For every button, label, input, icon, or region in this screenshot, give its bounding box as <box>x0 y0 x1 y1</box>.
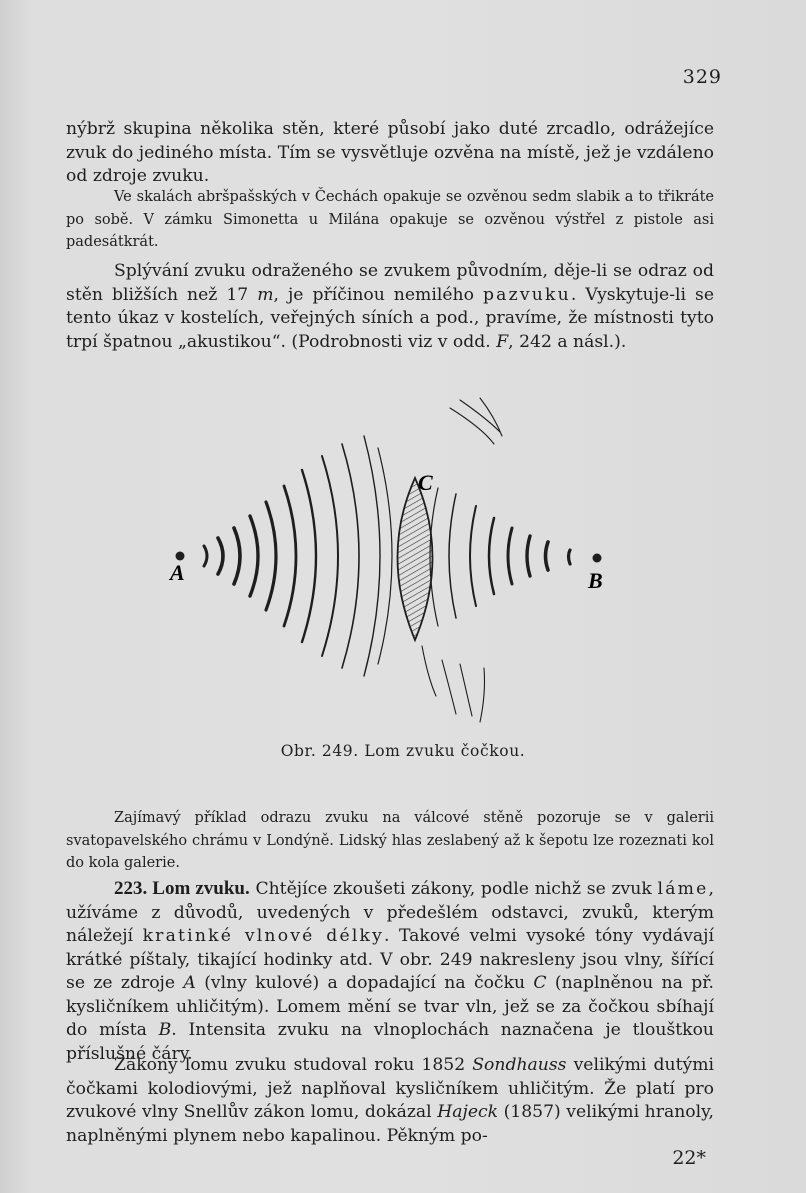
target-point-B <box>593 554 602 563</box>
p5-ref-A: A <box>183 973 196 993</box>
p3-ref-F: F <box>496 331 509 352</box>
p5-text-f: . Intensita zvuku na vlnoplochách naznačena je tlouštkou příslušné čáry. <box>66 1020 715 1064</box>
label-B: B <box>588 568 603 593</box>
paragraph-5-text <box>66 877 714 1066</box>
p5-ref-C: C <box>533 973 547 993</box>
paragraph-6-text <box>66 1054 714 1148</box>
paragraph-3-text <box>66 260 714 354</box>
paragraph-1 <box>66 118 714 189</box>
figure-caption: Obr. 249. Lom zvuku čočkou. <box>280 742 526 760</box>
p5-text-b: , užíváme z důvodů, uvedených v předešlém odstavci, zvuků, kterým náležejí <box>66 879 714 946</box>
p6-text-a: Zákony lomu zvuku studoval roku 1852 <box>114 1055 473 1075</box>
sound-lens-diagram <box>160 378 630 738</box>
p5-text-e: (naplněnou na př. kysličníkem uhličitým). Lomem mění se tvar vln, jež se za čočkou sbíhají do místa <box>66 973 714 1040</box>
page-number: 329 <box>682 66 722 88</box>
paragraph-2-text: Ve skalách abršpašských v Čechách opakuje se ozvěnou sedm slabik a to třikráte po sobě. V zámku Simonetta u Milána opakuje se ozvěnou výstřel z pistole asi padesátkrát. <box>66 189 714 250</box>
label-A: A <box>170 560 185 585</box>
p5-term-kratinke: kratinké vlnové délky <box>142 926 385 946</box>
signature-mark: 22* <box>672 1147 706 1169</box>
paragraph-4 <box>66 807 714 875</box>
label-C: C <box>418 470 433 495</box>
p6-text-c: (1857) velikými hranoly, naplněnými plynem nebo kapalinou. Pěkným po- <box>66 1102 714 1146</box>
incoming-waves <box>204 436 392 676</box>
p3-text-a: Splývání zvuku odraženého se zvukem původním, děje-li se odraz od stěn bližších než 17 <box>66 261 714 305</box>
converging-waves <box>422 398 570 722</box>
p3-text-d: , 242 a násl.). <box>508 331 627 352</box>
p6-text-b: velikými dutými čočkami kolodiovými, jež naplňoval kysličníkem uhličitým. Že platí pro zvukové vlny Snellův zákon lomu, dokázal <box>66 1055 714 1122</box>
paragraph-3 <box>66 260 714 354</box>
section-heading: 223. Lom zvuku. <box>114 878 250 899</box>
p3-unit-m: m <box>257 284 274 305</box>
p5-text-d: (vlny kulové) a dopadající na čočku <box>195 973 534 993</box>
p6-name-hajeck: Hajeck <box>437 1102 499 1122</box>
p5-term-lame: láme <box>657 879 709 899</box>
figure-249 <box>160 378 630 738</box>
p3-text-b: , je příčinou nemilého <box>273 284 483 305</box>
p5-ref-B: B <box>158 1020 172 1040</box>
paragraph-4-text: Zajímavý příklad odrazu zvuku na válcové stěně pozoruje se v galerii svatopavelského chrámu v Londýně. Lidský hlas zeslabený až k šepotu lze rozeznati kol do kola galerie. <box>66 810 714 871</box>
p5-text-c: . Takové velmi vysoké tóny vydávají krátké píštaly, tikající hodinky atd. V obr. 249 nakresleny jsou vlny, šířící se ze zdroje <box>66 926 714 993</box>
paragraph-2 <box>66 186 714 254</box>
p6-name-sondhauss: Sondhauss <box>472 1055 567 1075</box>
paragraph-5 <box>66 877 714 1066</box>
p5-text-a: Chtějíce zkoušeti zákony, podle nichž se zvuk <box>249 879 658 899</box>
p3-text-c: . Vyskytuje-li se tento úkaz v kostelích, veřejných síních a pod., pravíme, že místnosti tyto trpí špatnou „akustikou“. (Podrobnosti viz v odd. <box>66 284 715 352</box>
p3-term-pazvuk: pazvuku <box>482 284 571 305</box>
paragraph-1-text: nýbrž skupina několika stěn, které působí jako duté zrcadlo, odrážejíce zvuk do jediného místa. Tím se vysvětluje ozvěna na místě, jež je vzdáleno od zdroje zvuku. <box>66 119 714 186</box>
lens-C <box>398 478 433 640</box>
paragraph-6 <box>66 1054 714 1148</box>
